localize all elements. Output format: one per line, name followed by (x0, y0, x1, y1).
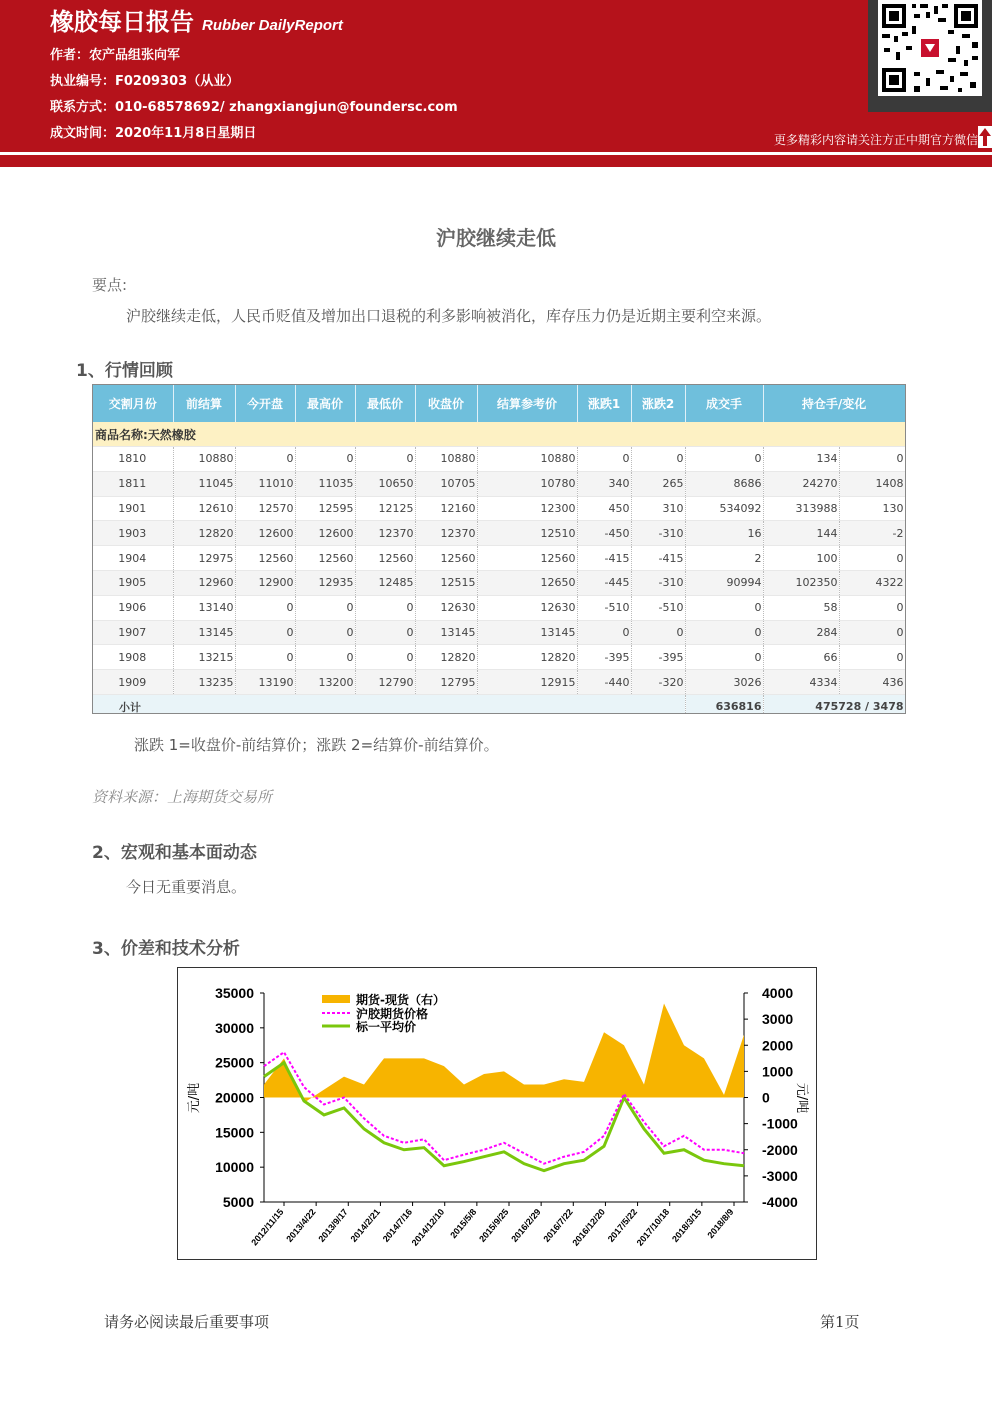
table-cell: -415 (577, 546, 631, 571)
x-axis-tick-label: 2015/5/8 (448, 1206, 479, 1241)
table-cell: 12600 (295, 521, 355, 546)
table-cell: 0 (631, 447, 685, 472)
table-row (93, 595, 905, 620)
contact-line: 联系方式：010-68578692/ zhangxiangjun@foundersc.com (50, 100, 458, 115)
table-row (93, 645, 905, 670)
right-axis-tick-label: 4000 (762, 985, 794, 1001)
left-axis-tick-label: 35000 (215, 985, 254, 1001)
table-cell: 0 (235, 645, 295, 670)
table-cell: 12570 (235, 496, 295, 521)
table-cell: 0 (295, 595, 355, 620)
right-axis-tick-label: 0 (762, 1089, 770, 1106)
table-cell: 90994 (685, 570, 763, 595)
table-cell: 12960 (173, 570, 235, 595)
table-cell: 12650 (477, 570, 577, 595)
spread-chart-svg (178, 968, 816, 1259)
col-header: 最低价 (355, 385, 415, 422)
table-cell: 12595 (295, 496, 355, 521)
wechat-notice-text: 更多精彩内容请关注方正中期官方微信 (773, 133, 978, 147)
contract-month-cell: 1904 (93, 546, 173, 571)
x-axis-tick-label: 2014/7/16 (380, 1206, 415, 1244)
table-cell: 0 (577, 620, 631, 645)
subtotal-open-interest: 475728 / 3478 (763, 694, 905, 714)
report-header (0, 0, 992, 152)
table-cell: 144 (763, 521, 839, 546)
table-header-row (93, 385, 905, 422)
table-row (93, 546, 905, 571)
table-cell: -395 (577, 645, 631, 670)
table-cell: -395 (631, 645, 685, 670)
table-cell: 0 (355, 620, 415, 645)
table-cell: 12790 (355, 670, 415, 695)
table-row (93, 496, 905, 521)
table-cell: 0 (355, 645, 415, 670)
table-cell: -510 (631, 595, 685, 620)
table-cell: 12900 (235, 570, 295, 595)
contract-month-cell: 1901 (93, 496, 173, 521)
section-heading-macro: 2、宏观和基本面动态 (92, 843, 257, 863)
left-axis-title: 元/吨 (187, 1082, 202, 1114)
category-row (93, 422, 905, 447)
table-cell: 0 (235, 595, 295, 620)
x-axis-tick-label: 2012/11/15 (249, 1206, 286, 1248)
table-cell: 0 (355, 595, 415, 620)
right-axis-tick-label: -2000 (762, 1141, 798, 1158)
change-definition-note: 涨跌 1=收盘价-前结算价；涨跌 2=结算价-前结算价。 (134, 736, 499, 754)
table-cell: 0 (839, 645, 905, 670)
table-cell: 310 (631, 496, 685, 521)
col-header: 涨跌2 (631, 385, 685, 422)
table-row (93, 447, 905, 472)
table-cell: 12560 (415, 546, 477, 571)
contract-month-cell: 1811 (93, 471, 173, 496)
legend-label-futures: 沪胶期货价格 (356, 1007, 429, 1021)
left-axis-tick-label: 30000 (215, 1019, 254, 1036)
table-cell: 13145 (477, 620, 577, 645)
document-title: 沪胶继续走低 (436, 226, 556, 250)
legend-label-spread: 期货-现货（右） (356, 993, 445, 1007)
left-axis-tick-label: 5000 (222, 1194, 254, 1210)
table-cell: 12935 (295, 570, 355, 595)
table-cell: 12370 (415, 521, 477, 546)
table-cell: 0 (235, 447, 295, 472)
table-cell: 12300 (477, 496, 577, 521)
table-row (93, 670, 905, 695)
author-line: 作者：农产品组张向军 (50, 48, 181, 63)
table-cell: 10705 (415, 471, 477, 496)
contract-month-cell: 1908 (93, 645, 173, 670)
table-cell: 12630 (415, 595, 477, 620)
col-header: 成交手 (685, 385, 763, 422)
table-cell: 0 (685, 595, 763, 620)
table-cell: 0 (235, 620, 295, 645)
table-cell: 100 (763, 546, 839, 571)
table-cell: 12610 (173, 496, 235, 521)
footer-disclaimer: 请务必阅读最后重要事项 (104, 1313, 270, 1331)
x-axis-tick-label: 2017/5/22 (605, 1206, 640, 1244)
table-cell: 0 (685, 447, 763, 472)
col-header: 今开盘 (235, 385, 295, 422)
table-cell: 10650 (355, 471, 415, 496)
table-cell: 12915 (477, 670, 577, 695)
table-cell: 66 (763, 645, 839, 670)
subtotal-label: 小计 (93, 694, 685, 714)
subtotal-volume: 636816 (685, 694, 763, 714)
right-axis-title: 元/吨 (794, 1082, 809, 1114)
col-header: 前结算 (173, 385, 235, 422)
qr-code (878, 0, 982, 96)
subtotal-row (93, 694, 905, 714)
right-axis-tick-label: 3000 (762, 1011, 794, 1028)
x-axis-tick-label: 2013/4/22 (284, 1206, 318, 1244)
table-cell: 0 (839, 546, 905, 571)
table-cell: 12515 (415, 570, 477, 595)
contract-month-cell: 1905 (93, 570, 173, 595)
table-cell: -440 (577, 670, 631, 695)
section-heading-market-review: 1、行情回顾 (76, 361, 173, 381)
table-cell: 3026 (685, 670, 763, 695)
table-cell: 0 (839, 595, 905, 620)
table-cell: 0 (631, 620, 685, 645)
table-cell: 24270 (763, 471, 839, 496)
table-cell: 12795 (415, 670, 477, 695)
report-title-cn: 橡胶每日报告 (50, 8, 194, 36)
table-cell: 11045 (173, 471, 235, 496)
right-axis-tick-label: 2000 (762, 1037, 794, 1054)
quote-table (92, 384, 906, 714)
table-cell: 11035 (295, 471, 355, 496)
table-cell: 134 (763, 447, 839, 472)
table-cell: 13215 (173, 645, 235, 670)
contract-month-cell: 1903 (93, 521, 173, 546)
x-axis-tick-label: 2015/9/25 (477, 1206, 511, 1244)
table-row (93, 471, 905, 496)
table-cell: 4322 (839, 570, 905, 595)
table-cell: 13140 (173, 595, 235, 620)
right-axis-tick-label: -1000 (762, 1115, 798, 1132)
table-cell: 13235 (173, 670, 235, 695)
category-label: 商品名称:天然橡胶 (93, 422, 905, 447)
table-cell: 1408 (839, 471, 905, 496)
contract-month-cell: 1909 (93, 670, 173, 695)
legend-swatch-spread (322, 995, 350, 1003)
table-cell: -310 (631, 521, 685, 546)
table-cell: 12560 (355, 546, 415, 571)
x-axis-tick-label: 2018/3/15 (669, 1206, 704, 1244)
up-arrow-icon (978, 126, 992, 148)
table-cell: 13145 (173, 620, 235, 645)
table-cell: 10880 (415, 447, 477, 472)
table-cell: 12160 (415, 496, 477, 521)
qr-code-icon (878, 0, 982, 96)
right-axis-tick-label: -3000 (762, 1167, 798, 1184)
qr-code-panel (868, 0, 992, 112)
x-axis-tick-label: 2014/2/21 (348, 1206, 382, 1244)
table-cell: 11010 (235, 471, 295, 496)
table-cell: 12630 (477, 595, 577, 620)
table-cell: 12560 (235, 546, 295, 571)
table-cell: 12485 (355, 570, 415, 595)
table-cell: 12510 (477, 521, 577, 546)
table-cell: 12125 (355, 496, 415, 521)
table-cell: 450 (577, 496, 631, 521)
table-cell: 2 (685, 546, 763, 571)
left-axis-tick-label: 15000 (215, 1124, 254, 1141)
x-axis-tick-label: 2017/10/18 (634, 1206, 672, 1248)
left-axis-tick-label: 20000 (215, 1089, 254, 1106)
table-cell: 130 (839, 496, 905, 521)
date-line: 成文时间：2020年11月8日星期日 (50, 126, 257, 141)
table-cell: -310 (631, 570, 685, 595)
table-cell: 0 (577, 447, 631, 472)
x-axis-tick-label: 2018/8/9 (705, 1206, 736, 1241)
contract-month-cell: 1810 (93, 447, 173, 472)
table-cell: 4334 (763, 670, 839, 695)
table-row (93, 620, 905, 645)
table-cell: 0 (295, 645, 355, 670)
no-news-text: 今日无重要消息。 (126, 878, 247, 896)
table-cell: 102350 (763, 570, 839, 595)
col-header: 收盘价 (415, 385, 477, 422)
report-title (50, 2, 343, 37)
report-title-en: Rubber DailyReport (202, 17, 343, 34)
legend-label-spot: 标一平均价 (356, 1020, 417, 1034)
table-cell: -450 (577, 521, 631, 546)
table-cell: 13200 (295, 670, 355, 695)
table-cell: 58 (763, 595, 839, 620)
col-header: 结算参考价 (477, 385, 577, 422)
section-heading-spread: 3、价差和技术分析 (92, 939, 240, 959)
col-header: 持仓手/变化 (763, 385, 905, 422)
x-axis-tick-label: 2013/9/17 (316, 1206, 350, 1244)
left-axis-tick-label: 25000 (215, 1054, 254, 1071)
table-cell: 0 (295, 620, 355, 645)
x-axis-tick-label: 2016/2/29 (509, 1206, 543, 1244)
table-cell: 12820 (415, 645, 477, 670)
table-cell: 13190 (235, 670, 295, 695)
table-cell: 313988 (763, 496, 839, 521)
col-header: 涨跌1 (577, 385, 631, 422)
table-cell: 0 (355, 447, 415, 472)
table-cell: 340 (577, 471, 631, 496)
summary-text: 沪胶继续走低，人民币贬值及增加出口退税的利多影响被消化，库存压力仍是近期主要利空来源。 (126, 307, 772, 325)
left-axis-tick-label: 10000 (215, 1159, 254, 1176)
table-cell: 12600 (235, 521, 295, 546)
table-cell: -510 (577, 595, 631, 620)
table-cell: 0 (685, 620, 763, 645)
table-row (93, 521, 905, 546)
table-cell: 16 (685, 521, 763, 546)
table-cell: 0 (295, 447, 355, 472)
right-axis-tick-label: -4000 (762, 1194, 798, 1210)
table-cell: 12820 (173, 521, 235, 546)
table-cell: 265 (631, 471, 685, 496)
table-cell: 12975 (173, 546, 235, 571)
col-header: 最高价 (295, 385, 355, 422)
table-cell: 0 (839, 447, 905, 472)
table-cell: -445 (577, 570, 631, 595)
x-axis-tick-label: 2016/7/22 (541, 1206, 575, 1244)
spread-area-series (264, 1003, 744, 1102)
table-cell: -2 (839, 521, 905, 546)
data-source: 资料来源：上海期货交易所 (92, 788, 273, 806)
contract-month-cell: 1906 (93, 595, 173, 620)
header-bottom-band (0, 155, 992, 167)
table-cell: 8686 (685, 471, 763, 496)
key-points-label: 要点: (92, 276, 128, 294)
license-line: 执业编号：F0209303（从业） (50, 74, 240, 89)
table-cell: 13145 (415, 620, 477, 645)
table-cell: 0 (685, 645, 763, 670)
table-cell: 10880 (173, 447, 235, 472)
table-cell: 0 (839, 620, 905, 645)
table-cell: 436 (839, 670, 905, 695)
wechat-notice (700, 126, 992, 148)
table-cell: 12560 (295, 546, 355, 571)
spread-chart (177, 967, 817, 1260)
contract-month-cell: 1907 (93, 620, 173, 645)
table-cell: 534092 (685, 496, 763, 521)
table-cell: 12820 (477, 645, 577, 670)
x-axis-tick-label: 2014/12/10 (409, 1206, 447, 1248)
table-cell: 10780 (477, 471, 577, 496)
table-row (93, 570, 905, 595)
right-axis-tick-label: 1000 (762, 1063, 794, 1080)
table-cell: 284 (763, 620, 839, 645)
table-cell: -320 (631, 670, 685, 695)
table-cell: 12370 (355, 521, 415, 546)
table-cell: 10880 (477, 447, 577, 472)
col-header: 交割月份 (93, 385, 173, 422)
table-cell: 12560 (477, 546, 577, 571)
table-cell: -415 (631, 546, 685, 571)
x-axis-tick-label: 2016/12/20 (570, 1206, 607, 1248)
page-number: 第1页 (820, 1313, 860, 1331)
